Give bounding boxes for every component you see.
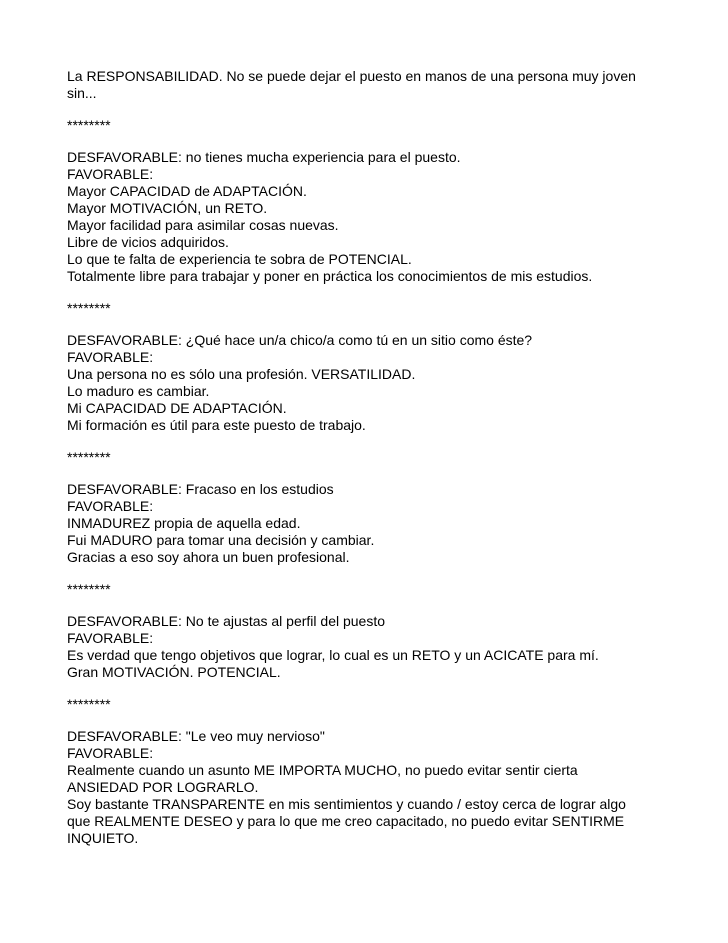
text-line: FAVORABLE: bbox=[67, 498, 154, 514]
text-line: FAVORABLE: bbox=[67, 349, 154, 365]
text-line: Totalmente libre para trabajar y poner en práctica los conocimientos de mis estudios. bbox=[67, 268, 593, 284]
intro-paragraph bbox=[67, 68, 667, 102]
text-line: Una persona no es sólo una profesión. VERSATILIDAD. bbox=[67, 366, 416, 382]
text-line: Fui MADURO para tomar una decisión y cambiar. bbox=[67, 532, 375, 548]
text-line: ANSIEDAD POR LOGRARLO. bbox=[67, 779, 259, 795]
separator: ******** bbox=[67, 581, 111, 597]
text-line: Realmente cuando un asunto ME IMPORTA MUCHO, no puedo evitar sentir cierta bbox=[67, 762, 578, 778]
text-line: INMADUREZ propia de aquella edad. bbox=[67, 515, 301, 531]
text-line: INQUIETO. bbox=[67, 830, 139, 846]
text-line: Lo que te falta de experiencia te sobra de POTENCIAL. bbox=[67, 251, 412, 267]
text-line: que REALMENTE DESEO y para lo que me creo capacitado, no puedo evitar SENTIRME bbox=[67, 813, 625, 829]
text-line: Mayor MOTIVACIÓN, un RETO. bbox=[67, 200, 268, 216]
text-line: DESFAVORABLE: "Le veo muy nervioso" bbox=[67, 728, 325, 744]
text-line: DESFAVORABLE: ¿Qué hace un/a chico/a como tú en un sitio como éste? bbox=[67, 332, 533, 348]
text-line: FAVORABLE: bbox=[67, 166, 154, 182]
text-line: Mayor facilidad para asimilar cosas nuevas. bbox=[67, 217, 339, 233]
text-line: Mi CAPACIDAD DE ADAPTACIÓN. bbox=[67, 400, 287, 416]
section-3 bbox=[67, 481, 667, 566]
separator: ******** bbox=[67, 696, 111, 712]
text-line: La RESPONSABILIDAD. No se puede dejar el puesto en manos de una persona muy joven bbox=[67, 68, 636, 84]
text-line: sin... bbox=[67, 85, 97, 101]
separator: ******** bbox=[67, 117, 111, 133]
section-1 bbox=[67, 149, 667, 285]
text-line: Gracias a eso soy ahora un buen profesional. bbox=[67, 549, 350, 565]
text-line: Lo maduro es cambiar. bbox=[67, 383, 210, 399]
section-5 bbox=[67, 728, 667, 847]
text-line: FAVORABLE: bbox=[67, 745, 154, 761]
text-line: Libre de vicios adquiridos. bbox=[67, 234, 229, 250]
separator: ******** bbox=[67, 449, 111, 465]
text-line: Mayor CAPACIDAD de ADAPTACIÓN. bbox=[67, 183, 307, 199]
section-4 bbox=[67, 613, 667, 681]
document-page bbox=[67, 68, 667, 847]
section-2 bbox=[67, 332, 667, 434]
text-line: DESFAVORABLE: No te ajustas al perfil del puesto bbox=[67, 613, 386, 629]
text-line: Es verdad que tengo objetivos que lograr, lo cual es un RETO y un ACICATE para mí. bbox=[67, 647, 599, 663]
separator: ******** bbox=[67, 300, 111, 316]
text-line: Mi formación es útil para este puesto de trabajo. bbox=[67, 417, 366, 433]
text-line: DESFAVORABLE: no tienes mucha experiencia para el puesto. bbox=[67, 149, 461, 165]
text-line: FAVORABLE: bbox=[67, 630, 154, 646]
text-line: Gran MOTIVACIÓN. POTENCIAL. bbox=[67, 664, 281, 680]
text-line: Soy bastante TRANSPARENTE en mis sentimientos y cuando / estoy cerca de lograr algo bbox=[67, 796, 626, 812]
text-line: DESFAVORABLE: Fracaso en los estudios bbox=[67, 481, 334, 497]
